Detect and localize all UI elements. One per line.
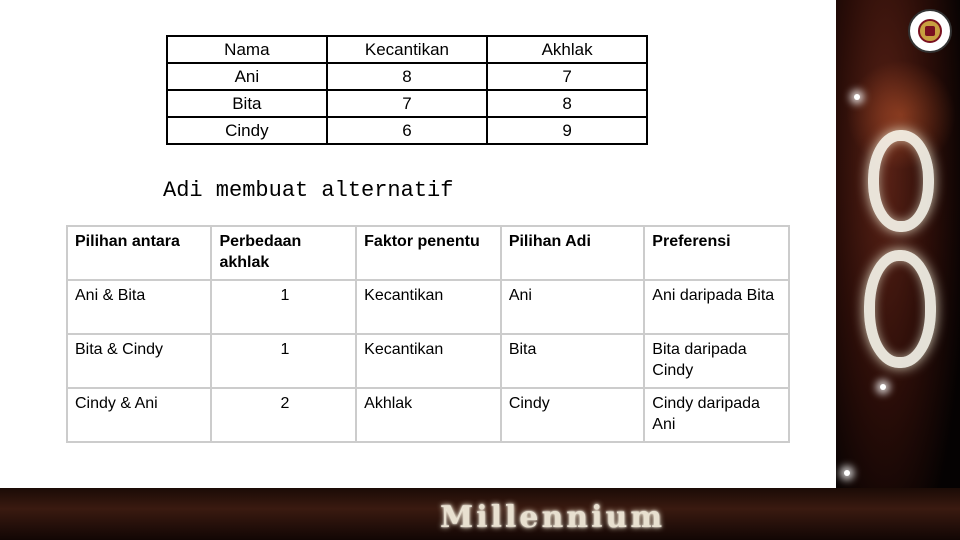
table-cell: 7: [487, 63, 647, 90]
table-cell: 1: [211, 334, 356, 388]
table-header-cell: Pilihan Adi: [501, 226, 644, 280]
table-header-cell: Preferensi: [644, 226, 789, 280]
decorative-background: [836, 0, 960, 540]
table-row: [167, 90, 647, 117]
table-header-cell: Perbedaan akhlak: [211, 226, 356, 280]
table-cell: Bita: [501, 334, 644, 388]
table-cell: Cindy daripada Ani: [644, 388, 789, 442]
glowing-zero-top: [868, 130, 934, 232]
table-cell: Cindy: [167, 117, 327, 144]
table-header-cell: Pilihan antara: [67, 226, 211, 280]
table-header-cell: Akhlak: [487, 36, 647, 63]
table-cell: Bita daripada Cindy: [644, 334, 789, 388]
table-row: [67, 334, 789, 388]
table-cell: Bita: [167, 90, 327, 117]
table-header-cell: Nama: [167, 36, 327, 63]
table-header-cell: Kecantikan: [327, 36, 487, 63]
university-logo: [908, 9, 952, 53]
table-cell: 9: [487, 117, 647, 144]
table-cell: Ani daripada Bita: [644, 280, 789, 334]
table-row: [167, 117, 647, 144]
table-header-cell: Faktor penentu: [356, 226, 501, 280]
table-cell: 8: [487, 90, 647, 117]
table-row: [167, 63, 647, 90]
table-cell: 2: [211, 388, 356, 442]
table-cell: Bita & Cindy: [67, 334, 211, 388]
table-row: [67, 388, 789, 442]
preference-table: [66, 225, 790, 443]
table-cell: Akhlak: [356, 388, 501, 442]
table-cell: Ani: [167, 63, 327, 90]
table-cell: Ani & Bita: [67, 280, 211, 334]
ratings-table: [166, 35, 648, 145]
table-cell: 6: [327, 117, 487, 144]
table-cell: Ani: [501, 280, 644, 334]
table-cell: 8: [327, 63, 487, 90]
table-cell: Cindy: [501, 388, 644, 442]
table-cell: 1: [211, 280, 356, 334]
slide-caption: Adi membuat alternatif: [163, 178, 454, 203]
table-header-row: [67, 226, 789, 280]
table-header-row: [167, 36, 647, 63]
glowing-zero-bottom: [864, 250, 936, 368]
table-cell: Kecantikan: [356, 280, 501, 334]
table-cell: 7: [327, 90, 487, 117]
table-row: [67, 280, 789, 334]
table-cell: Cindy & Ani: [67, 388, 211, 442]
footer-brand-text: Millennium: [440, 500, 666, 535]
table-cell: Kecantikan: [356, 334, 501, 388]
